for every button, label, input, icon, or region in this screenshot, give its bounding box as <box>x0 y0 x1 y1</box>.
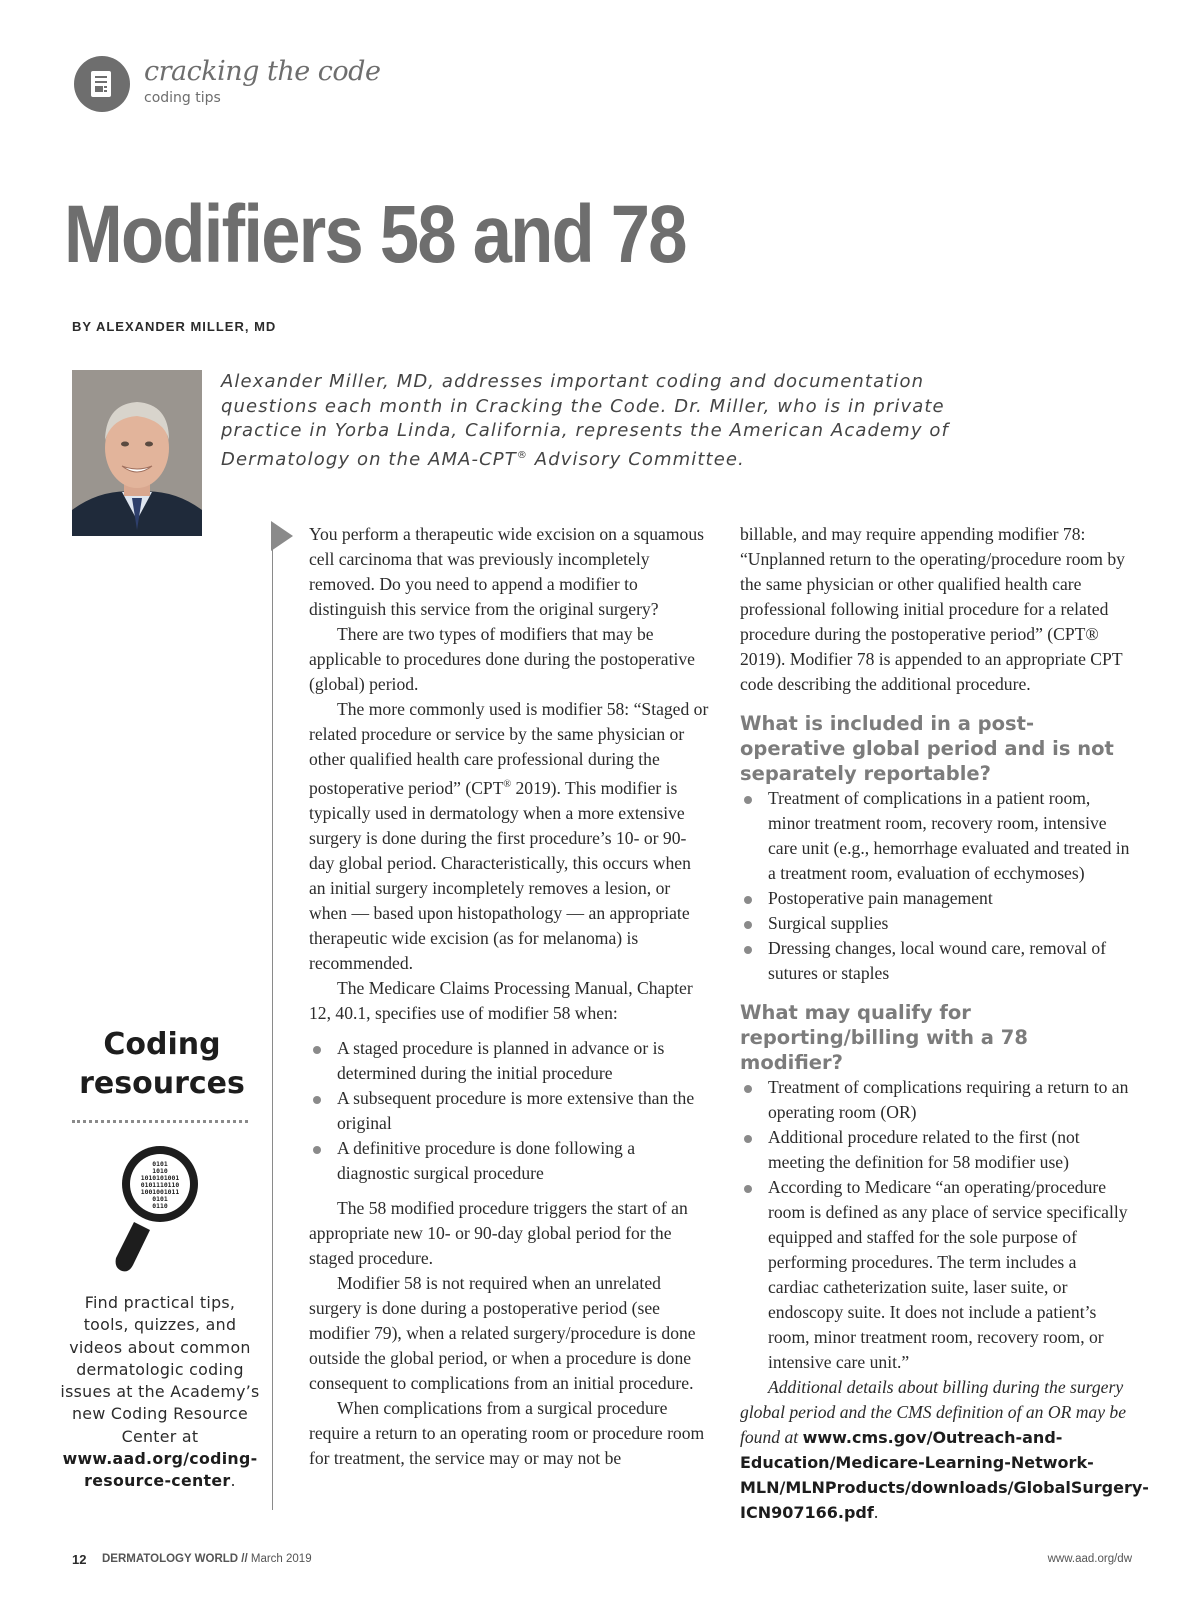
list-item: A definitive procedure is done following a diagnostic surgical procedure <box>309 1136 709 1186</box>
sidebar-title: Coding resources <box>79 1027 245 1101</box>
arrow-marker-icon <box>271 521 293 556</box>
binary-digits: 1010 <box>152 1167 168 1175</box>
coding-resource-link[interactable]: www.aad.org/coding-resource-center <box>62 1449 258 1491</box>
paragraph: billable, and may require appending modifier 78: “Unplanned return to the operating/procedure room by the same physician or other qualified health care professional following initial procedure for a related procedure during the postoperative period” (CPT® 2019). Modifier 78 is appended to an appropriate CPT code describing the additional procedure. <box>740 524 1125 694</box>
global-period-list <box>740 786 1130 986</box>
binary-digits: 0101110110 <box>140 1181 180 1189</box>
author-photo <box>72 370 202 536</box>
publication-name: DERMATOLOGY WORLD // March 2019 <box>102 1553 312 1565</box>
question-heading: What is included in a post-operative global period and is not separately reportable? <box>740 712 1114 785</box>
question-heading: What may qualify for reporting/billing with a 78 modifier? <box>740 1001 1028 1074</box>
article-column-1 <box>309 522 709 1471</box>
binary-digits: 1001001011 <box>140 1188 180 1196</box>
paragraph: When complications from a surgical procedure require a return to an operating room or procedure room for treatment, the service may or may not be <box>309 1397 705 1468</box>
sidebar-divider <box>72 1120 248 1123</box>
paragraph: The more commonly used is modifier 58: “Staged or related procedure or service by the same physician or other qualified health care professional during the postoperative period” (CPT® 2019). This modifier is typically used in dermatology when a more extensive surgery is done during the first procedure’s 10- or 90-day global period. Characteristically, this occurs when an initial surgery incompletely removes a lesion, or when — based upon histopathology — an appropriate therapeutic wide excision (as for melanoma) is recommended. <box>309 699 709 973</box>
list-item: A staged procedure is planned in advance or is determined during the initial procedure <box>309 1036 709 1086</box>
binary-digits: 0101 <box>152 1160 168 1168</box>
list-item: Dressing changes, local wound care, removal of sutures or staples <box>740 936 1130 986</box>
list-item: Surgical supplies <box>740 911 1130 936</box>
closing-paragraph: Additional details about billing during the surgery global period and the CMS definition of an OR may be found at www.cms.gov/Outreach-and-Education/Medicare-Learning-Network-MLN/MLNProducts/downloads/GlobalSurgery-ICN907166.pdf. <box>740 1377 1149 1522</box>
author-bio: Alexander Miller, MD, addresses important coding and documentation questions each month in Cracking the Code. Dr. Miller, who is in private practice in Yorba Linda, California, represents the American Academy of Dermatology on the AMA-CPT® Advisory Committee. <box>221 371 949 471</box>
list-item: Treatment of complications in a patient room, minor treatment room, recovery room, intensive care unit (e.g., hemorrhage evaluated and treated in a treatment room, evaluation of ecchymoses) <box>740 786 1130 886</box>
paragraph: The Medicare Claims Processing Manual, Chapter 12, 40.1, specifies use of modifier 58 when: <box>309 977 693 1023</box>
list-item: Postoperative pain management <box>740 886 1130 911</box>
binary-digits: 0101 <box>152 1195 168 1203</box>
byline: BY ALEXANDER MILLER, MD <box>72 319 277 334</box>
sidebar-text: Find practical tips, tools, quizzes, and videos about common dermatologic coding issues at the Academy’s new Coding Resource Center at www.aad.org/coding-resource-center. <box>60 1293 260 1491</box>
column-rule <box>272 548 273 1510</box>
paragraph: The 58 modified procedure triggers the start of an appropriate new 10- or 90-day global period for the staged procedure. <box>309 1197 688 1268</box>
binary-digits: 1010101001 <box>140 1174 180 1182</box>
section-subtitle: coding tips <box>144 90 221 106</box>
magnifier-icon <box>104 1140 214 1285</box>
paragraph: Modifier 58 is not required when an unrelated surgery is done during a postoperative period (see modifier 79), when a related surgery/procedure is done outside the global period, or when a procedure is done consequent to complications from an initial procedure. <box>309 1272 696 1393</box>
section-title: cracking the code <box>144 56 381 87</box>
list-item: A subsequent procedure is more extensive than the original <box>309 1086 709 1136</box>
article-column-2 <box>740 522 1149 1525</box>
modifier-78-list <box>740 1075 1130 1375</box>
page-number: 12 <box>72 1552 87 1567</box>
page-title: Modifiers 58 and 78 <box>64 189 686 280</box>
binary-digits: 0110 <box>152 1202 168 1210</box>
footer-url[interactable]: www.aad.org/dw <box>1047 1553 1132 1565</box>
paragraph: You perform a therapeutic wide excision on a squamous cell carcinoma that was previously incompletely removed. Do you need to append a modifier to distinguish this service from the original surgery? <box>309 524 704 619</box>
list-item: Additional procedure related to the first (not meeting the definition for 58 modifier use) <box>740 1125 1130 1175</box>
document-icon <box>74 56 130 112</box>
modifier-58-criteria-list <box>309 1036 709 1186</box>
cms-link[interactable]: www.cms.gov/Outreach-and-Education/Medicare-Learning-Network-MLN/MLNProducts/downloads/GlobalSurgery-ICN907166.pdf <box>740 1428 1149 1522</box>
list-item: Treatment of complications requiring a return to an operating room (OR) <box>740 1075 1130 1125</box>
paragraph: There are two types of modifiers that may be applicable to procedures done during the postoperative (global) period. <box>309 624 695 694</box>
list-item: According to Medicare “an operating/procedure room is defined as any place of service specifically equipped and staffed for the sole purpose of performing procedures. The term includes a cardiac catheterization suite, laser suite, or endoscopy suite. It does not include a patient’s room, minor treatment room, recovery room, or intensive care unit.” <box>740 1175 1130 1375</box>
